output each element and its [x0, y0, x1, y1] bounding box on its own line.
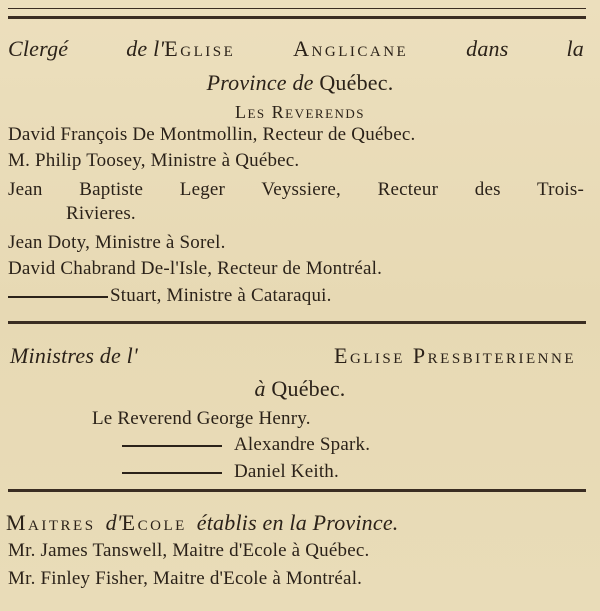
anglican-entry: David François De Montmollin, Recteur de Québec. — [8, 124, 416, 145]
anglican-heading-line2 — [0, 70, 600, 96]
schoolmasters-heading — [6, 510, 584, 536]
presbyterian-heading-word: Eglise Presbiterienne — [334, 343, 576, 368]
presbyterian-heading-line1 — [10, 343, 576, 369]
top-rule-thin — [8, 8, 586, 9]
presbyterian-entry: Le Reverend George Henry. — [92, 408, 311, 429]
anglican-entry-stuart — [8, 285, 332, 307]
presbyterian-heading-line2 — [0, 376, 600, 402]
schoolmasters-entry: Mr. James Tanswell, Maitre d'Ecole à Québec. — [8, 540, 370, 561]
anglican-heading-word: Province de — [206, 70, 314, 95]
schoolmasters-heading-word: établis en la Province. — [196, 510, 399, 535]
presbyterian-entry-spark — [122, 434, 370, 456]
anglican-subheading: Les Reverends — [234, 102, 366, 122]
presbyterian-entry: Alexandre Spark. — [234, 434, 371, 455]
anglican-heading-word: de l' — [126, 36, 165, 61]
schoolmasters-heading-word: Maitres — [6, 510, 96, 535]
section-divider — [8, 321, 586, 324]
top-rule-thick — [8, 16, 586, 19]
presbyterian-entry-keith — [122, 461, 339, 483]
anglican-heading-word: la — [566, 36, 584, 61]
schoolmasters-heading-word: d' — [105, 510, 122, 535]
schoolmasters-entry: Mr. Finley Fisher, Maitre d'Ecole à Montréal. — [8, 568, 363, 589]
presbyterian-entry: Daniel Keith. — [234, 461, 339, 482]
name-omission-dash — [122, 445, 222, 447]
anglican-entry: Stuart, Ministre à Cataraqui. — [110, 285, 332, 306]
anglican-entry: Jean Doty, Ministre à Sorel. — [8, 232, 226, 253]
anglican-entry: Rivieres. — [66, 203, 136, 224]
schoolmasters-heading-word: Ecole — [121, 510, 187, 535]
anglican-entry: M. Philip Toosey, Ministre à Québec. — [8, 150, 300, 171]
name-omission-dash — [122, 472, 222, 474]
anglican-heading-word: Eglise — [164, 36, 236, 61]
presbyterian-heading-word: Ministres de l' — [10, 343, 138, 368]
presbyterian-heading-word: à — [254, 376, 266, 401]
anglican-heading-word: dans — [466, 36, 509, 61]
anglican-heading-word: Anglicane — [293, 36, 409, 61]
section-divider — [8, 489, 586, 492]
anglican-heading-line1 — [8, 36, 584, 62]
name-omission-dash — [8, 296, 108, 298]
presbyterian-heading-word: Québec. — [271, 376, 346, 401]
anglican-heading-word: Québec. — [319, 70, 394, 95]
anglican-entry: Jean Baptiste Leger Veyssiere, Recteur des Trois- — [8, 179, 584, 200]
anglican-heading-word: Clergé — [8, 36, 69, 61]
anglican-entry: David Chabrand De-l'Isle, Recteur de Montréal. — [8, 258, 383, 279]
